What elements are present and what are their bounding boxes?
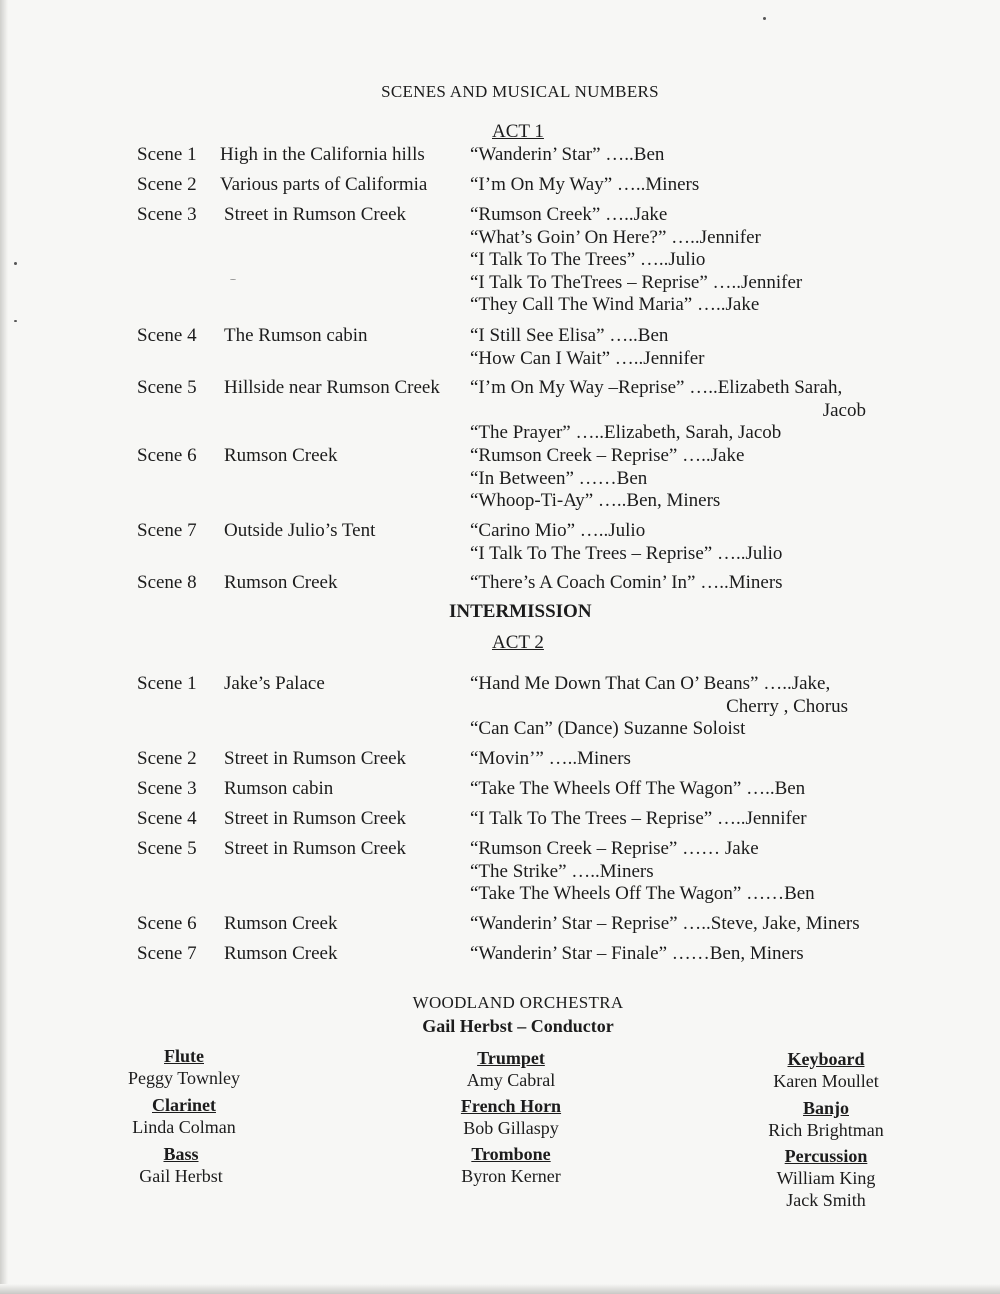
scene-label: Scene 3 — [137, 778, 197, 799]
orchestra-section — [126, 1094, 242, 1138]
song: “The Prayer” …..Elizabeth, Sarah, Jacob — [470, 422, 782, 443]
song: “I’m On My Way” …..Miners — [470, 174, 700, 195]
player-name: Linda Colman — [132, 1117, 236, 1137]
song: “Rumson Creek” …..Jake — [470, 204, 668, 225]
scene-label: Scene 3 — [137, 204, 197, 225]
scene-place: Street in Rumson Creek — [224, 838, 407, 859]
scene-label: Scene 7 — [137, 943, 197, 964]
scene-label: Scene 1 — [137, 673, 197, 694]
page-left-edge — [0, 0, 8, 1294]
player-name: Jack Smith — [786, 1190, 866, 1210]
scene-place: Rumson Creek — [224, 445, 338, 466]
song: “Take The Wheels Off The Wagon” …..Ben — [470, 778, 806, 799]
scene-place: Street in Rumson Creek — [224, 204, 407, 225]
orchestra-section — [756, 1097, 896, 1141]
scene-place: The Rumson cabin — [224, 325, 368, 346]
player-name: Gail Herbst — [139, 1166, 223, 1186]
song: “How Can I Wait” …..Jennifer — [470, 347, 705, 369]
paper-speck — [14, 262, 17, 265]
intermission-label: INTERMISSION — [449, 601, 592, 622]
song-list — [470, 520, 782, 565]
paper-speck — [14, 320, 17, 322]
song: “In Between” ……Ben — [470, 467, 648, 489]
scene-label: Scene 7 — [137, 520, 197, 541]
song: “I Talk To The Trees – Reprise” …..Julio — [470, 542, 783, 564]
song-list — [470, 174, 699, 197]
song: “Rumson Creek – Reprise” …… Jake — [470, 838, 759, 859]
scene-place: Rumson cabin — [224, 778, 334, 799]
scene-label: Scene 6 — [137, 913, 197, 934]
paper-speck — [763, 17, 766, 20]
player-name: Amy Cabral — [466, 1070, 556, 1090]
song-list — [470, 144, 664, 167]
song: “The Strike” …..Miners — [470, 860, 654, 882]
scene-label: Scene 4 — [137, 808, 197, 829]
player-name: William King — [776, 1168, 876, 1188]
orchestra-section — [440, 1047, 582, 1091]
orchestra-section — [126, 1143, 236, 1187]
song: “What’s Goin’ On Here?” …..Jennifer — [470, 226, 761, 248]
song-list — [470, 377, 866, 445]
scene-label: Scene 2 — [137, 748, 197, 769]
song-continuation: Cherry , Chorus — [726, 695, 848, 717]
orchestra-section — [440, 1143, 582, 1187]
player-name: Karen Moullet — [773, 1071, 879, 1091]
song: “I Still See Elisa” …..Ben — [470, 325, 669, 346]
player-name: Bob Gillaspy — [463, 1118, 559, 1138]
song-list — [470, 673, 848, 741]
song-list — [470, 325, 705, 370]
song: “I Talk To The Trees” …..Julio — [470, 249, 706, 270]
scene-place: High in the California hills — [220, 144, 425, 165]
song-list — [470, 913, 860, 936]
page-bottom-edge — [0, 1284, 1000, 1294]
song: “Wanderin’ Star – Finale” ……Ben, Miners — [470, 943, 804, 964]
song-list — [470, 748, 631, 771]
song: “Wanderin’ Star” …..Ben — [470, 144, 665, 165]
scene-label: Scene 6 — [137, 445, 197, 466]
act2-title: ACT 2 — [492, 632, 544, 653]
song: “They Call The Wind Maria” …..Jake — [470, 294, 760, 315]
player-name: Peggy Townley — [128, 1068, 240, 1088]
song: “I Talk To TheTrees – Reprise” …..Jennifer — [470, 271, 803, 293]
scene-place: Rumson Creek — [224, 943, 338, 964]
song: “Take The Wheels Off The Wagon” ……Ben — [470, 883, 815, 904]
scene-place: Various parts of Califormia — [220, 174, 428, 195]
orchestra-title: WOODLAND ORCHESTRA — [412, 993, 624, 1012]
player-name: Rich Brightman — [768, 1120, 884, 1140]
song-list — [470, 445, 744, 513]
song: “Whoop-Ti-Ay” …..Ben, Miners — [470, 490, 721, 511]
scene-label: Scene 5 — [137, 377, 197, 398]
scene-label: Scene 2 — [137, 174, 197, 195]
scene-place: Jake’s Palace — [224, 673, 325, 694]
instrument-name: Bass — [163, 1144, 199, 1164]
instrument-name: Keyboard — [787, 1049, 865, 1069]
scene-place: Street in Rumson Creek — [224, 748, 407, 769]
scene-place: Rumson Creek — [224, 572, 338, 593]
song-list — [470, 838, 815, 906]
scene-place: Street in Rumson Creek — [224, 808, 407, 829]
song: “I’m On My Way –Reprise” …..Elizabeth Sarah, — [470, 377, 843, 398]
song-list — [470, 778, 805, 801]
instrument-name: Flute — [164, 1046, 204, 1066]
scene-place: Rumson Creek — [224, 913, 338, 934]
instrument-name: French Horn — [460, 1096, 562, 1116]
song: “Can Can” (Dance) Suzanne Soloist — [470, 718, 746, 739]
song: “Wanderin’ Star – Reprise” …..Steve, Jake, Miners — [470, 913, 860, 934]
instrument-name: Banjo — [802, 1098, 849, 1118]
paper-speck — [230, 279, 236, 280]
orchestra-section — [440, 1095, 582, 1139]
page-heading: SCENES AND MUSICAL NUMBERS — [381, 82, 659, 101]
orchestra-section — [756, 1145, 896, 1211]
scene-label: Scene 8 — [137, 572, 197, 593]
song-list — [470, 943, 804, 966]
song-continuation: Jacob — [822, 399, 866, 421]
instrument-name: Percussion — [784, 1146, 868, 1166]
scene-label: Scene 5 — [137, 838, 197, 859]
instrument-name: Trombone — [471, 1144, 551, 1164]
orchestra-section — [126, 1045, 242, 1089]
song-list — [470, 572, 783, 595]
song: “Movin’” …..Miners — [470, 748, 631, 769]
song: “Hand Me Down That Can O’ Beans” …..Jake, — [470, 673, 831, 694]
song: “Carino Mio” …..Julio — [470, 520, 646, 541]
song: “Rumson Creek – Reprise” …..Jake — [470, 445, 745, 466]
scene-label: Scene 4 — [137, 325, 197, 346]
player-name: Byron Kerner — [461, 1166, 561, 1186]
act1-title: ACT 1 — [492, 121, 544, 142]
scene-place: Hillside near Rumson Creek — [224, 377, 440, 398]
song: “There’s A Coach Comin’ In” …..Miners — [470, 572, 783, 593]
scene-place: Outside Julio’s Tent — [224, 520, 376, 541]
song: “I Talk To The Trees – Reprise” …..Jennifer — [470, 808, 807, 829]
instrument-name: Trumpet — [477, 1048, 545, 1068]
orchestra-conductor: Gail Herbst – Conductor — [422, 1016, 614, 1036]
instrument-name: Clarinet — [152, 1095, 216, 1115]
orchestra-section — [756, 1048, 896, 1092]
song-list — [470, 808, 807, 831]
song-list — [470, 204, 802, 317]
scene-label: Scene 1 — [137, 144, 197, 165]
